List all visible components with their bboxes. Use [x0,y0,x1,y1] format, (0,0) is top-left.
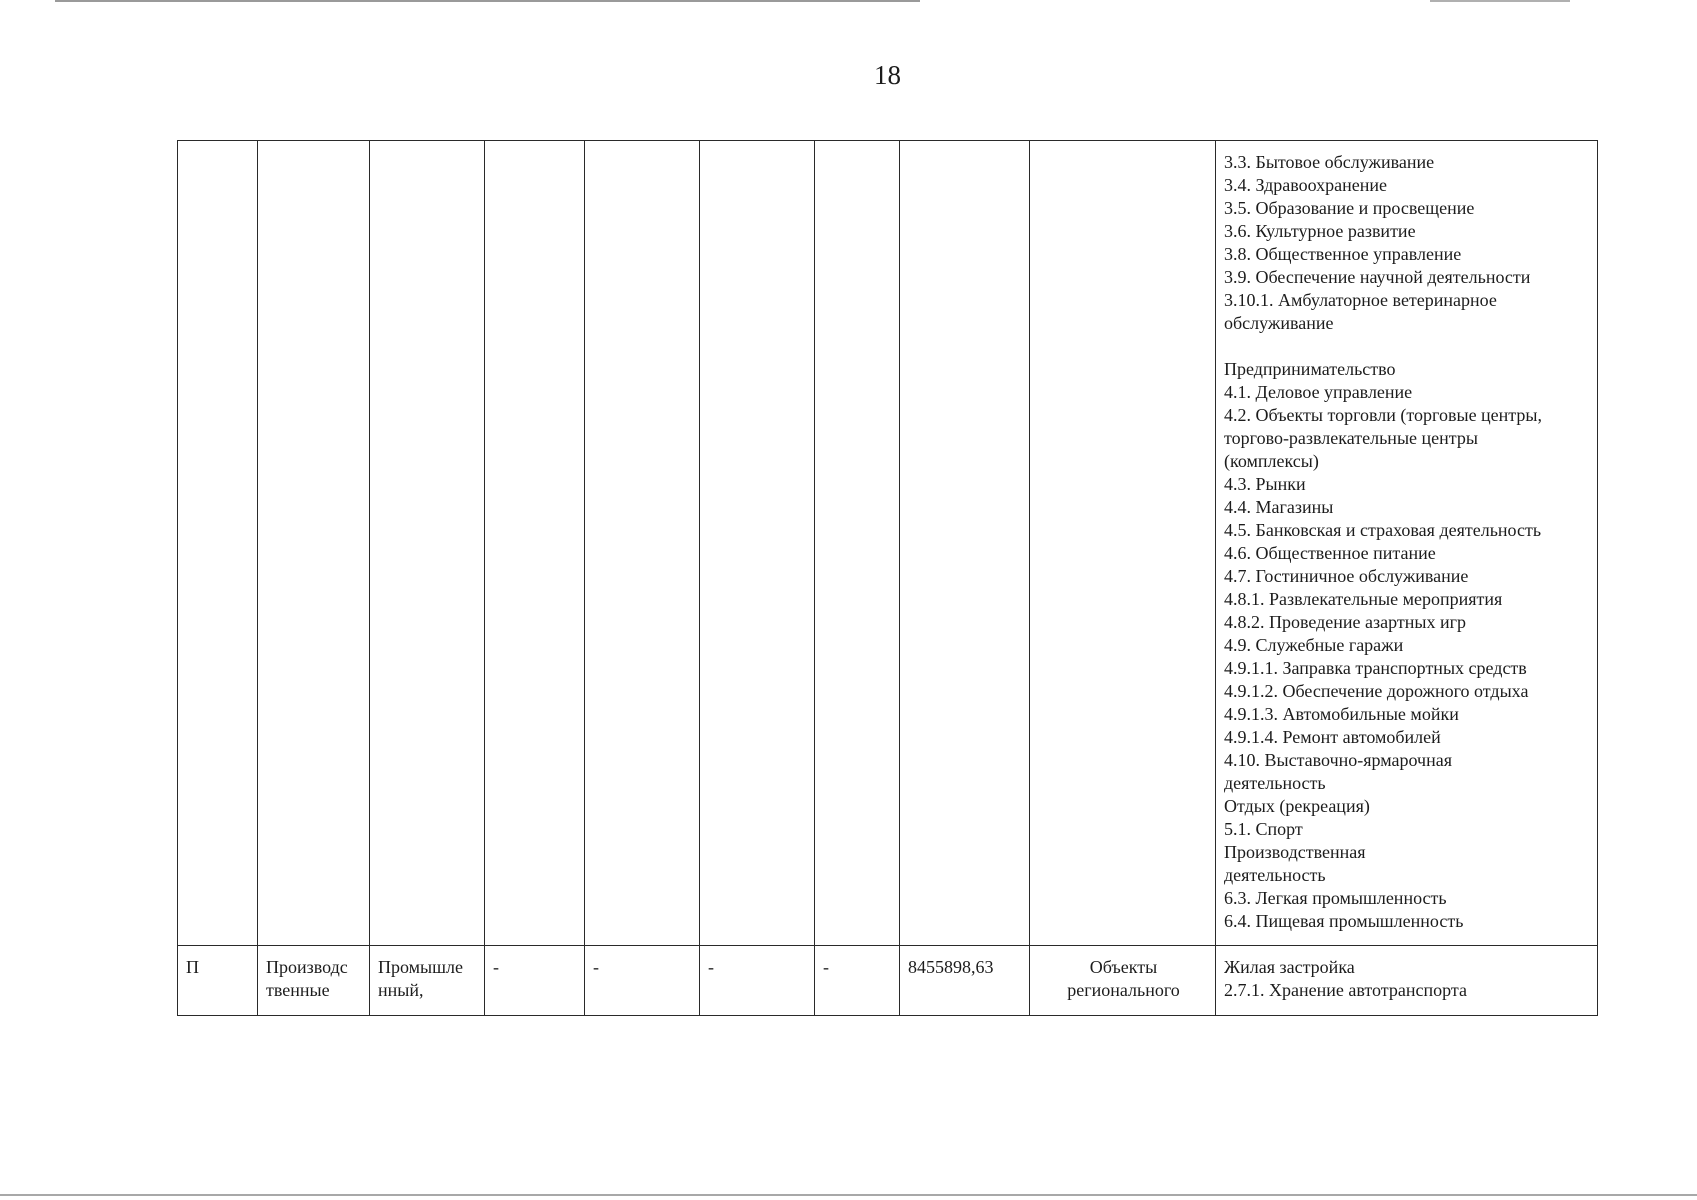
cell-col5: - [585,946,700,1016]
list-item: 4.9.1.4. Ремонт автомобилей [1224,727,1441,747]
list-item: 4.9.1.1. Заправка транспортных средств [1224,658,1527,678]
zoning-table [177,140,1598,1016]
cell-objects-empty [1030,141,1216,946]
list-gap [1224,335,1591,358]
list-item: 4.1. Деловое управление [1224,382,1413,402]
list-item: деятельность [1224,773,1326,793]
list-item: (комплексы) [1224,451,1319,471]
list-item: торгово-развлекательные центры [1224,428,1478,448]
table-row [178,946,1598,1016]
list-item: 3.6. Культурное развитие [1224,221,1416,241]
list-item: 4.7. Гостиничное обслуживание [1224,566,1469,586]
cell-area: 8455898,63 [900,946,1030,1016]
list-item: 6.4. Пищевая промышленность [1224,911,1464,931]
list-item: 6.3. Легкая промышленность [1224,888,1447,908]
cell-col7: - [815,946,900,1016]
page-number: 18 [874,60,901,90]
list-item: 4.9.1.3. Автомобильные мойки [1224,704,1459,724]
list-item: 3.9. Обеспечение научной деятельности [1224,267,1531,287]
list-item: деятельность [1224,865,1326,885]
cell-col4-empty [485,141,585,946]
list-item: Производственная [1224,842,1366,862]
list-item: 5.1. Спорт [1224,819,1303,839]
cell-zone-type-empty [258,141,370,946]
list-item: 4.3. Рынки [1224,474,1306,494]
list-item: 4.6. Общественное питание [1224,543,1436,563]
cell-uses: Жилая застройка 2.7.1. Хранение автотранспорта [1216,946,1598,1016]
list-item: 3.4. Здравоохранение [1224,175,1388,195]
list-item: Отдых (рекреация) [1224,796,1370,816]
cell-col7-empty [815,141,900,946]
scan-edge-top [55,0,920,2]
cell-objects: Объекты регионального [1030,946,1216,1016]
list-item: 4.10. Выставочно-ярмарочная [1224,750,1453,770]
list-item: 4.4. Магазины [1224,497,1334,517]
table-row-continuation [178,141,1598,946]
list-item: обслуживание [1224,313,1334,333]
cell-col5-empty [585,141,700,946]
cell-col6-empty [700,141,815,946]
cell-zone-name-empty [370,141,485,946]
list-item: 4.8.2. Проведение азартных игр [1224,612,1467,632]
cell-code-empty [178,141,258,946]
list-item: Предпринимательство [1224,359,1396,379]
scan-edge-top-right [1430,0,1570,2]
list-item: 3.5. Образование и просвещение [1224,198,1475,218]
cell-zone-name: Промышле нный, [370,946,485,1016]
list-item: 4.2. Объекты торговли (торговые центры, [1224,405,1542,425]
list-item: 3.10.1. Амбулаторное ветеринарное [1224,290,1497,310]
cell-permitted-uses [1216,141,1598,946]
list-item: 4.9. Служебные гаражи [1224,635,1404,655]
cell-col6: - [700,946,815,1016]
list-item: 4.5. Банковская и страховая деятельность [1224,520,1542,540]
cell-zone-type: Производс твенные [258,946,370,1016]
scan-edge-bottom [0,1194,1697,1196]
list-item: 3.3. Бытовое обслуживание [1224,152,1435,172]
list-item: 3.8. Общественное управление [1224,244,1462,264]
cell-area-empty [900,141,1030,946]
cell-col4: - [485,946,585,1016]
cell-zone-code: П [178,946,258,1016]
list-item: 4.9.1.2. Обеспечение дорожного отдыха [1224,681,1529,701]
list-item: 4.8.1. Развлекательные мероприятия [1224,589,1503,609]
